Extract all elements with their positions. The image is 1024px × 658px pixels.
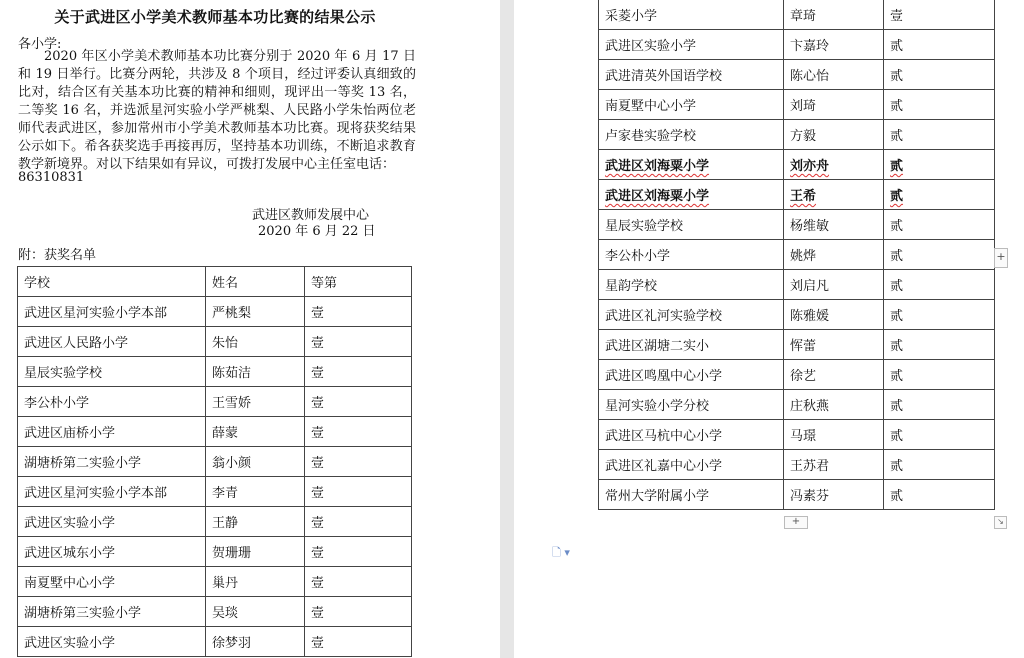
cell-school	[18, 387, 206, 417]
cell-name	[206, 447, 305, 477]
cell-school	[599, 0, 784, 30]
cell-text: 武进区礼河实验学校	[605, 309, 723, 324]
table-row	[18, 537, 412, 567]
cell-text: 南夏墅中心小学	[605, 99, 697, 114]
cell-name	[784, 0, 884, 30]
cell-text: 巢丹	[212, 576, 239, 591]
cell-text: 贰	[890, 219, 904, 234]
cell-text: 贰	[890, 279, 904, 294]
cell-name	[784, 60, 884, 90]
cell-text: 贰	[890, 129, 904, 144]
appendix-label: 附：获奖名单	[18, 248, 97, 263]
cell-school	[599, 210, 784, 240]
cell-text: 贰	[890, 189, 904, 204]
cell-name	[206, 567, 305, 597]
cell-rank	[884, 480, 995, 510]
header-school: 学校	[18, 267, 206, 297]
cell-name	[206, 417, 305, 447]
cell-text: 壹	[311, 546, 325, 561]
cell-school	[599, 180, 784, 210]
cell-rank	[305, 357, 412, 387]
cell-name	[784, 270, 884, 300]
cell-school	[599, 90, 784, 120]
cell-rank	[884, 270, 995, 300]
cell-text: 薛蒙	[212, 426, 239, 441]
cell-text: 贰	[890, 459, 904, 474]
table-row	[599, 150, 995, 180]
body-paragraph: 2020 年区小学美术教师基本功比赛分别于 2020 年 6 月 17 日和 19 日举行。比赛分两轮，共涉及 8 个项目，经过评委认真细致的比对，结合区有关基本功比赛的精神和细则，现评出一等奖 13 名，二等奖 16 名，并选派星河实验小学严桃梨、人民路小学朱怡两位老师代表武进区，参加常州市小学美术教师基本功比赛。现将获奖结果公示如下。希各获奖选手再接再厉，坚持基本功训练，不断追求教育教学新境界。对以下结果如有异议，可拨打发展中心主任室电话：	[18, 49, 416, 172]
cell-text: 刘亦舟	[790, 159, 830, 174]
cell-rank	[305, 327, 412, 357]
cell-school	[599, 150, 784, 180]
cell-rank	[884, 0, 995, 30]
phone-number: 86310831	[18, 170, 85, 185]
cell-text: 采菱小学	[605, 9, 658, 24]
table-row	[599, 450, 995, 480]
cell-text: 壹	[311, 336, 325, 351]
cell-text: 刘琦	[790, 99, 817, 114]
cell-rank	[884, 450, 995, 480]
cell-text: 杨维敏	[790, 219, 830, 234]
cell-name	[784, 240, 884, 270]
cell-text: 壹	[311, 516, 325, 531]
cell-school	[18, 297, 206, 327]
cell-rank	[884, 210, 995, 240]
table-row	[599, 330, 995, 360]
cell-rank	[305, 507, 412, 537]
add-column-button[interactable]: +	[994, 248, 1008, 268]
cell-school	[18, 447, 206, 477]
cell-text: 贰	[890, 249, 904, 264]
cell-text: 贰	[890, 489, 904, 504]
greeting: 各小学:	[18, 37, 62, 52]
cell-name	[206, 357, 305, 387]
cell-name	[784, 420, 884, 450]
cell-text: 贺珊珊	[212, 546, 252, 561]
table-row	[599, 240, 995, 270]
cell-school	[18, 507, 206, 537]
cell-school	[599, 390, 784, 420]
cell-text: 贰	[890, 39, 904, 54]
cell-text: 朱怡	[212, 336, 239, 351]
table-row	[599, 30, 995, 60]
cell-rank	[305, 567, 412, 597]
cell-text: 星辰实验学校	[24, 366, 103, 381]
cell-text: 壹	[311, 426, 325, 441]
cell-school	[18, 327, 206, 357]
cell-name	[784, 360, 884, 390]
cell-school	[599, 360, 784, 390]
cell-text: 南夏墅中心小学	[24, 576, 116, 591]
cell-text: 马璟	[790, 429, 817, 444]
cell-text: 陈雅媛	[790, 309, 830, 324]
cell-text: 常州大学附属小学	[605, 489, 710, 504]
cell-text: 武进区鸣凰中心小学	[605, 369, 723, 384]
cell-rank	[305, 417, 412, 447]
cell-school	[18, 417, 206, 447]
cell-name	[206, 597, 305, 627]
table-row	[18, 447, 412, 477]
cell-rank	[884, 120, 995, 150]
cell-rank	[305, 297, 412, 327]
cell-text: 王苏君	[790, 459, 830, 474]
table-header-row	[18, 267, 412, 297]
cell-school	[18, 597, 206, 627]
cell-rank	[884, 240, 995, 270]
cell-text: 武进清英外国语学校	[605, 69, 723, 84]
cell-text: 壹	[311, 486, 325, 501]
signature-org: 武进区教师发展中心	[252, 208, 370, 223]
table-row	[599, 210, 995, 240]
table-row	[18, 627, 412, 657]
table-row	[599, 300, 995, 330]
cell-text: 壹	[311, 456, 325, 471]
cell-name	[784, 480, 884, 510]
cell-text: 星辰实验学校	[605, 219, 684, 234]
cell-text: 方毅	[790, 129, 817, 144]
table-row	[599, 90, 995, 120]
cell-text: 贰	[890, 99, 904, 114]
cell-text: 壹	[311, 576, 325, 591]
document-icon[interactable]: 🗋 ▾	[552, 546, 570, 559]
cell-text: 贰	[890, 159, 904, 174]
cell-school	[18, 567, 206, 597]
cell-text: 贰	[890, 309, 904, 324]
cell-school	[599, 420, 784, 450]
cell-name	[784, 390, 884, 420]
cell-text: 武进区星河实验小学本部	[24, 306, 168, 321]
cell-text: 壹	[311, 636, 325, 651]
cell-name	[784, 120, 884, 150]
signature-date: 2020 年 6 月 22 日	[258, 224, 376, 239]
cell-text: 武进区城东小学	[24, 546, 116, 561]
cell-rank	[884, 300, 995, 330]
cell-rank	[884, 60, 995, 90]
cell-name	[206, 627, 305, 657]
cell-text: 陈茹洁	[212, 366, 252, 381]
cell-school	[599, 270, 784, 300]
cell-text: 严桃梨	[212, 306, 252, 321]
cell-text: 徐梦羽	[212, 636, 252, 651]
cell-text: 星韵学校	[605, 279, 658, 294]
cell-text: 星河实验小学分校	[605, 399, 710, 414]
add-row-button[interactable]: +	[784, 516, 808, 529]
cell-school	[599, 450, 784, 480]
cell-text: 湖塘桥第三实验小学	[24, 606, 142, 621]
cell-school	[599, 30, 784, 60]
cell-text: 贰	[890, 399, 904, 414]
table-row	[599, 420, 995, 450]
cell-school	[18, 357, 206, 387]
cell-text: 壹	[311, 306, 325, 321]
cell-school	[599, 240, 784, 270]
table-row	[599, 0, 995, 30]
cell-text: 姚烨	[790, 249, 817, 264]
table-row	[599, 270, 995, 300]
cell-rank	[884, 390, 995, 420]
cell-rank	[884, 360, 995, 390]
cell-text: 武进区刘海粟小学	[605, 159, 710, 174]
cell-name	[784, 150, 884, 180]
cell-school	[599, 330, 784, 360]
table-row	[599, 360, 995, 390]
cell-text: 恽蕾	[790, 339, 817, 354]
cell-school	[599, 480, 784, 510]
results-table-right	[598, 0, 995, 510]
cell-name	[206, 387, 305, 417]
cell-text: 武进区刘海粟小学	[605, 189, 710, 204]
cell-text: 卢家巷实验学校	[605, 129, 697, 144]
cell-name	[784, 180, 884, 210]
cell-text: 武进区庙桥小学	[24, 426, 116, 441]
header-name: 姓名	[206, 267, 305, 297]
table-row	[18, 567, 412, 597]
cell-text: 壹	[890, 9, 904, 24]
table-row	[18, 297, 412, 327]
cell-rank	[305, 387, 412, 417]
cell-text: 王静	[212, 516, 239, 531]
cell-text: 武进区礼嘉中心小学	[605, 459, 723, 474]
cell-rank	[884, 330, 995, 360]
cell-text: 武进区实验小学	[24, 516, 116, 531]
cell-name	[784, 30, 884, 60]
cell-name	[206, 507, 305, 537]
table-row	[18, 477, 412, 507]
cell-text: 武进区实验小学	[24, 636, 116, 651]
cell-name	[784, 300, 884, 330]
cell-rank	[884, 420, 995, 450]
table-row	[18, 387, 412, 417]
cell-text: 武进区星河实验小学本部	[24, 486, 168, 501]
cell-name	[206, 537, 305, 567]
cell-text: 李公朴小学	[605, 249, 671, 264]
cell-text: 冯素芬	[790, 489, 830, 504]
cell-rank	[305, 627, 412, 657]
cell-text: 庄秋燕	[790, 399, 830, 414]
cell-text: 贰	[890, 69, 904, 84]
cell-text: 武进区马杭中心小学	[605, 429, 723, 444]
cell-text: 翁小颜	[212, 456, 252, 471]
table-row	[18, 417, 412, 447]
cell-text: 吴琰	[212, 606, 239, 621]
cell-rank	[884, 180, 995, 210]
cell-text: 章琦	[790, 9, 817, 24]
cell-rank	[884, 90, 995, 120]
cell-name	[784, 90, 884, 120]
document-title: 关于武进区小学美术教师基本功比赛的结果公示	[54, 8, 376, 26]
cell-text: 陈心怡	[790, 69, 830, 84]
cell-school	[18, 627, 206, 657]
cell-text: 壹	[311, 366, 325, 381]
cell-rank	[305, 597, 412, 627]
table-row	[599, 60, 995, 90]
cell-text: 壹	[311, 396, 325, 411]
header-rank: 等第	[305, 267, 412, 297]
cell-text: 卞嘉玲	[790, 39, 830, 54]
cell-text: 湖塘桥第二实验小学	[24, 456, 142, 471]
cell-rank	[305, 537, 412, 567]
cell-rank	[884, 150, 995, 180]
table-row	[18, 507, 412, 537]
table-row	[599, 180, 995, 210]
table-row	[599, 480, 995, 510]
cell-school	[18, 477, 206, 507]
cell-text: 刘启凡	[790, 279, 830, 294]
cell-text: 王雪娇	[212, 396, 252, 411]
table-row	[18, 357, 412, 387]
cell-text: 壹	[311, 606, 325, 621]
cell-name	[784, 450, 884, 480]
cell-text: 李公朴小学	[24, 396, 90, 411]
results-table-left	[17, 266, 412, 657]
cell-rank	[305, 477, 412, 507]
table-resize-handle[interactable]: ↘	[994, 516, 1007, 529]
cell-text: 武进区湖塘二实小	[605, 339, 710, 354]
cell-name	[784, 210, 884, 240]
cell-name	[206, 477, 305, 507]
table-row	[599, 390, 995, 420]
cell-rank	[305, 447, 412, 477]
cell-school	[18, 537, 206, 567]
cell-text: 贰	[890, 429, 904, 444]
cell-text: 李青	[212, 486, 239, 501]
cell-text: 贰	[890, 369, 904, 384]
cell-text: 武进区实验小学	[605, 39, 697, 54]
table-row	[18, 327, 412, 357]
cell-text: 徐艺	[790, 369, 817, 384]
table-row	[18, 597, 412, 627]
cell-school	[599, 120, 784, 150]
cell-text: 贰	[890, 339, 904, 354]
cell-name	[784, 330, 884, 360]
cell-school	[599, 60, 784, 90]
cell-school	[599, 300, 784, 330]
cell-text: 武进区人民路小学	[24, 336, 129, 351]
cell-rank	[884, 30, 995, 60]
cell-name	[206, 297, 305, 327]
cell-name	[206, 327, 305, 357]
cell-text: 王希	[790, 189, 817, 204]
table-row	[599, 120, 995, 150]
